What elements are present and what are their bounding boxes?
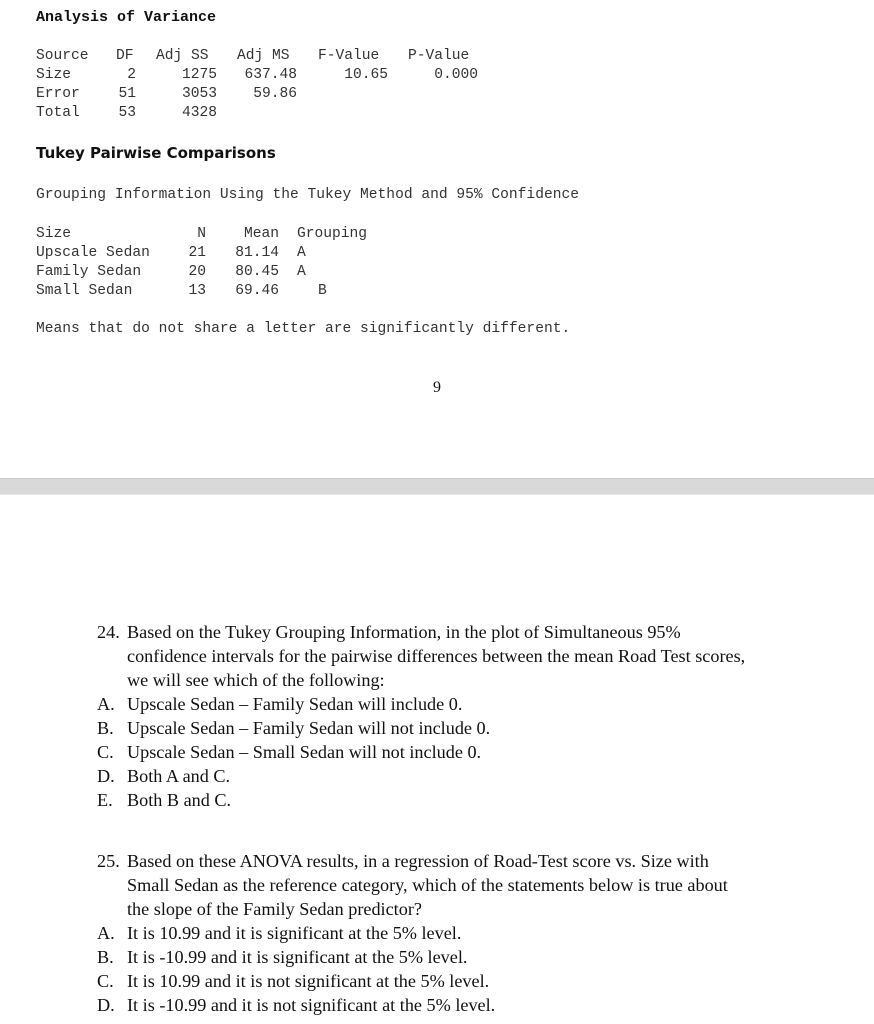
- anova-cell-df: 51: [118, 86, 136, 102]
- anova-header-adj-ss: Adj SS: [156, 48, 209, 64]
- option-text-e: Both B and C.: [127, 790, 232, 810]
- anova-header-df: DF: [116, 48, 134, 64]
- tukey-header-row: [36, 225, 368, 244]
- option-letter-e: E.: [97, 790, 113, 810]
- tukey-row-family-sedan: [36, 263, 306, 282]
- anova-cell-source: Total: [36, 105, 80, 121]
- question-number: 24.: [97, 622, 120, 642]
- anova-header-p-value: P-Value: [408, 48, 470, 64]
- option-text-a: Upscale Sedan – Family Sedan will include 0.: [127, 694, 463, 714]
- option-text-b: It is -10.99 and it is significant at the 5% level.: [127, 947, 468, 967]
- anova-cell-source: Size: [36, 67, 72, 83]
- tukey-cell-mean: 81.14: [235, 245, 279, 261]
- tukey-header-grouping: Grouping: [297, 226, 368, 242]
- tukey-row-upscale-sedan: [36, 244, 306, 263]
- option-letter-d: D.: [97, 766, 115, 786]
- option-letter-d: D.: [97, 995, 115, 1015]
- anova-header-source: Source: [36, 48, 89, 64]
- anova-cell-adj-ms: 59.86: [253, 86, 297, 102]
- option-text-d: Both A and C.: [127, 766, 231, 786]
- anova-cell-source: Error: [36, 86, 80, 102]
- tukey-cell-grouping: A: [297, 245, 306, 261]
- anova-cell-df: 2: [127, 67, 136, 83]
- question-text-line: Based on the Tukey Grouping Information, in the plot of Simultaneous 95%: [127, 622, 681, 642]
- anova-title: Analysis of Variance: [36, 9, 217, 26]
- anova-header-f-value: F-Value: [318, 48, 380, 64]
- tukey-cell-grouping: B: [318, 283, 327, 299]
- question-number: 25.: [97, 851, 120, 871]
- tukey-header-size: Size: [36, 226, 72, 242]
- question-text-line: confidence intervals for the pairwise differences between the mean Road Test scores,: [127, 646, 746, 666]
- tukey-cell-size: Small Sedan: [36, 283, 133, 299]
- option-letter-a: A.: [97, 694, 115, 714]
- tukey-cell-n: 21: [188, 245, 206, 261]
- anova-cell-adj-ms: 637.48: [244, 67, 297, 83]
- tukey-header-mean: Mean: [243, 226, 279, 242]
- page-number: 9: [433, 379, 441, 396]
- tukey-cell-size: Family Sedan: [36, 264, 142, 280]
- option-text-c: Upscale Sedan – Small Sedan will not include 0.: [127, 742, 482, 762]
- anova-header-row: [36, 47, 470, 66]
- option-letter-b: B.: [97, 718, 114, 738]
- anova-row-error: [36, 85, 297, 104]
- anova-row-size: [36, 66, 478, 85]
- option-text-d: It is -10.99 and it is not significant at the 5% level.: [127, 995, 496, 1015]
- option-letter-b: B.: [97, 947, 114, 967]
- question-text-line: Small Sedan as the reference category, which of the statements below is true about: [127, 875, 728, 895]
- anova-cell-df: 53: [118, 105, 136, 121]
- tukey-row-small-sedan: [36, 282, 327, 301]
- question-text-line: the slope of the Family Sedan predictor?: [127, 899, 422, 919]
- tukey-cell-grouping: A: [297, 264, 306, 280]
- page-separator: [0, 478, 874, 495]
- option-letter-c: C.: [97, 742, 114, 762]
- tukey-cell-n: 13: [188, 283, 206, 299]
- tukey-cell-size: Upscale Sedan: [36, 245, 150, 261]
- page-9: [0, 0, 874, 478]
- option-letter-a: A.: [97, 923, 115, 943]
- option-text-c: It is 10.99 and it is not significant at the 5% level.: [127, 971, 490, 991]
- question-text-line: we will see which of the following:: [127, 670, 385, 690]
- tukey-cell-mean: 69.46: [235, 283, 279, 299]
- option-letter-c: C.: [97, 971, 114, 991]
- anova-cell-adj-ss: 3053: [181, 86, 217, 102]
- anova-cell-p-value: 0.000: [434, 67, 478, 83]
- tukey-header-n: N: [197, 226, 206, 242]
- option-text-a: It is 10.99 and it is significant at the 5% level.: [127, 923, 462, 943]
- anova-cell-adj-ss: 4328: [181, 105, 217, 121]
- tukey-info: Grouping Information Using the Tukey Method and 95% Confidence: [36, 187, 579, 203]
- tukey-title: Tukey Pairwise Comparisons: [36, 144, 276, 162]
- anova-cell-adj-ss: 1275: [181, 67, 217, 83]
- anova-header-adj-ms: Adj MS: [237, 48, 290, 64]
- tukey-cell-n: 20: [188, 264, 206, 280]
- option-text-b: Upscale Sedan – Family Sedan will not include 0.: [127, 718, 491, 738]
- question-text-line: Based on these ANOVA results, in a regression of Road-Test score vs. Size with: [127, 851, 709, 871]
- tukey-footnote: Means that do not share a letter are significantly different.: [36, 321, 571, 337]
- anova-cell-f-value: 10.65: [344, 67, 388, 83]
- anova-row-total: [36, 104, 217, 123]
- tukey-cell-mean: 80.45: [235, 264, 279, 280]
